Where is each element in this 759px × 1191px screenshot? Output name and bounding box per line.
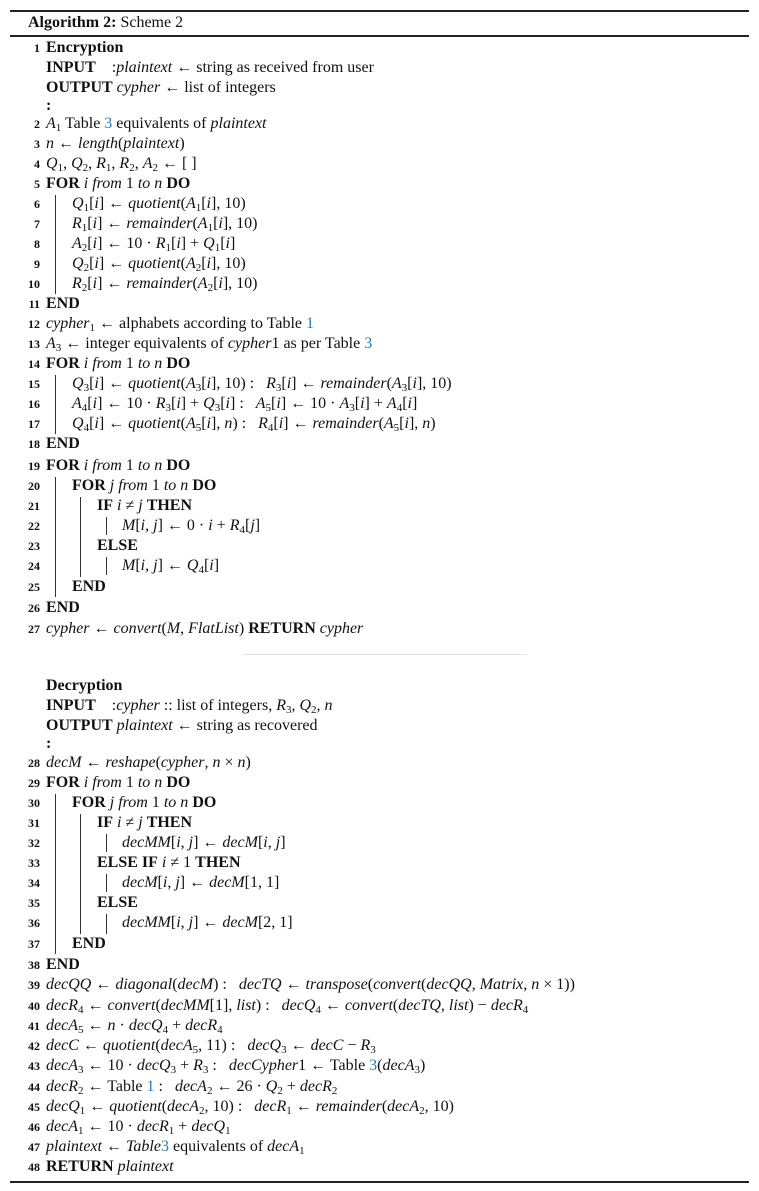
top-rule <box>10 10 749 12</box>
table-3-link[interactable]: 3 <box>369 1057 378 1074</box>
block-bar <box>106 557 107 575</box>
block-bar <box>106 834 107 852</box>
table-3-link[interactable]: 3 <box>160 1138 169 1155</box>
section-separator <box>243 654 527 655</box>
block-bar <box>106 874 107 892</box>
block-bar <box>55 477 56 597</box>
bottom-rule <box>10 1181 749 1183</box>
table-1-link[interactable]: 1 <box>306 315 314 332</box>
table-3-link[interactable]: 3 <box>364 335 373 352</box>
caption-rule <box>10 35 749 37</box>
block-bar <box>106 517 107 535</box>
block-bar <box>55 195 56 294</box>
block-bar <box>80 814 81 934</box>
table-3-link[interactable]: 3 <box>104 115 113 132</box>
block-bar <box>55 375 56 434</box>
algorithm-caption <box>28 13 183 33</box>
block-bar <box>80 497 81 577</box>
caption-label: Algorithm 2: <box>28 14 117 31</box>
encryption-heading: Encryption <box>46 39 124 56</box>
table-1-link[interactable]: 1 <box>146 1078 155 1095</box>
block-bar <box>106 914 107 934</box>
caption-title: Scheme 2 <box>120 14 184 31</box>
decryption-heading: Decryption <box>46 677 123 694</box>
block-bar <box>55 794 56 954</box>
